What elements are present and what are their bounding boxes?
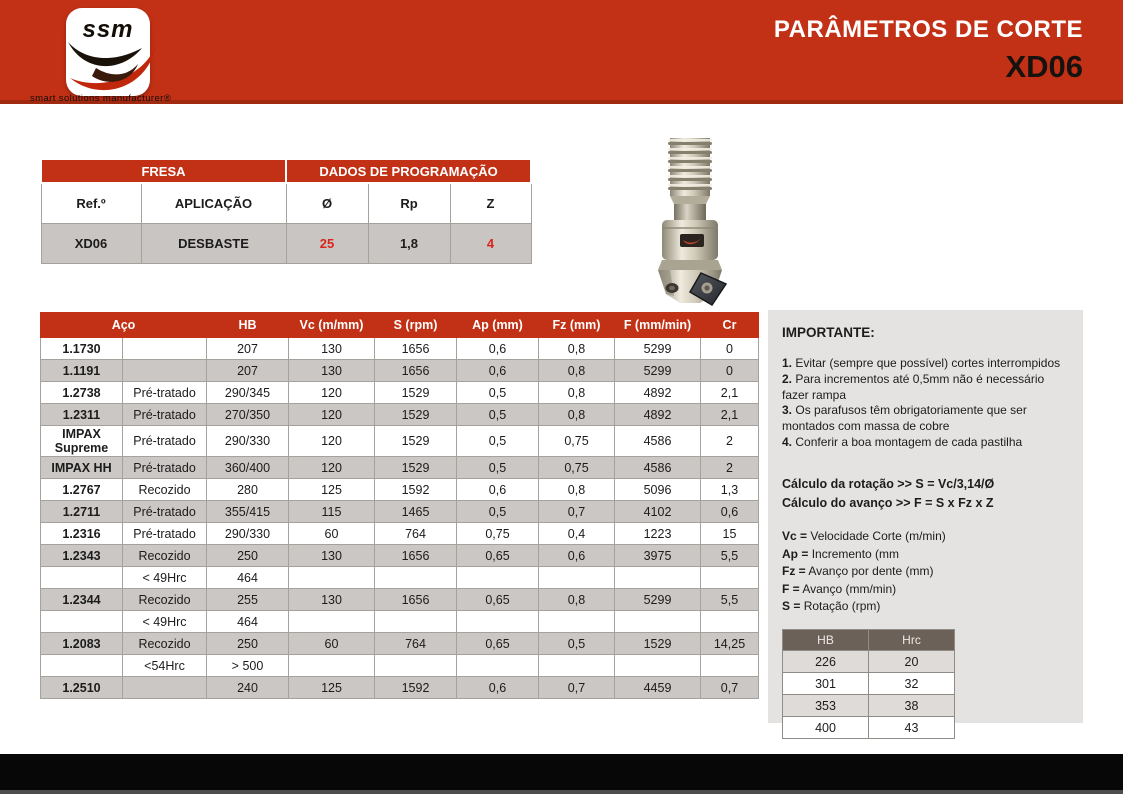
legend-key: F =	[782, 581, 800, 596]
table-cell: 120	[289, 457, 375, 479]
col-header-aco: Aço	[41, 313, 207, 338]
table-cell	[539, 611, 615, 633]
table-cell: 3975	[615, 545, 701, 567]
table-cell: 353	[783, 695, 869, 717]
table-cell: 360/400	[207, 457, 289, 479]
table-cell: 0,7	[539, 501, 615, 523]
table-cell	[289, 567, 375, 589]
table-cell: 20	[869, 651, 955, 673]
legend-block	[782, 528, 1069, 615]
note-item	[782, 403, 1069, 435]
table-cell: 464	[207, 567, 289, 589]
table-cell: Recozido	[123, 589, 207, 611]
cutting-params-table	[40, 312, 759, 699]
table-cell: 1529	[375, 426, 457, 457]
table-cell: 1529	[375, 457, 457, 479]
table-cell: 1223	[615, 523, 701, 545]
table-cell: 1.2311	[41, 404, 123, 426]
table-cell: 764	[375, 633, 457, 655]
note-number: 2.	[782, 371, 793, 386]
note-item	[782, 356, 1069, 372]
table-cell: 355/415	[207, 501, 289, 523]
table-cell: 130	[289, 589, 375, 611]
table-row	[41, 457, 759, 479]
table-cell	[123, 338, 207, 360]
table-cell: 4586	[615, 457, 701, 479]
table-cell: 1.2510	[41, 677, 123, 699]
table-cell	[701, 655, 759, 677]
table-cell: 301	[783, 673, 869, 695]
table-row	[783, 651, 955, 673]
table-cell: 207	[207, 338, 289, 360]
table-cell: 0,5	[457, 426, 539, 457]
col-header-vc: Vc (m/mm)	[289, 313, 375, 338]
legend-item	[782, 563, 1069, 580]
col-header-ap: Ap (mm)	[457, 313, 539, 338]
table-cell: 115	[289, 501, 375, 523]
table-cell: 255	[207, 589, 289, 611]
table-cell: 130	[289, 545, 375, 567]
note-item	[782, 372, 1069, 404]
note-text: Para incrementos até 0,5mm não é necessário fazer rampa	[782, 371, 1045, 402]
tool-rp-value: 1,8	[368, 223, 450, 263]
table-cell	[375, 611, 457, 633]
ssm-swoosh-icon	[54, 34, 164, 100]
table-cell: 0,8	[539, 360, 615, 382]
table-cell: 1465	[375, 501, 457, 523]
group-header-fresa: FRESA	[41, 160, 286, 183]
table-cell: 2	[701, 426, 759, 457]
table-cell: 280	[207, 479, 289, 501]
tool-spec-label-row	[41, 183, 531, 223]
table-cell	[41, 655, 123, 677]
table-cell: 1656	[375, 360, 457, 382]
note-item	[782, 435, 1069, 451]
table-cell: 4459	[615, 677, 701, 699]
legend-item	[782, 528, 1069, 545]
table-cell: 0,5	[457, 501, 539, 523]
table-row	[41, 360, 759, 382]
table-cell: < 49Hrc	[123, 611, 207, 633]
table-cell	[539, 567, 615, 589]
table-cell: 5,5	[701, 589, 759, 611]
ssm-logo-text: ssm	[82, 16, 134, 43]
table-cell: 120	[289, 426, 375, 457]
table-cell: 0,5	[457, 382, 539, 404]
table-cell: 60	[289, 523, 375, 545]
table-cell: 207	[207, 360, 289, 382]
note-number: 4.	[782, 435, 793, 450]
table-cell: 1592	[375, 479, 457, 501]
table-cell: 1656	[375, 338, 457, 360]
table-cell: 0,75	[539, 457, 615, 479]
note-text: Os parafusos têm obrigatoriamente que ser montados com massa de cobre	[782, 403, 1027, 434]
tool-diametro-value: 25	[286, 223, 368, 263]
legend-value: Velocidade Corte (m/min)	[810, 529, 946, 544]
cutter-photo	[600, 128, 780, 308]
table-cell: 0,6	[457, 677, 539, 699]
table-cell	[375, 655, 457, 677]
hardness-table-body	[783, 651, 955, 739]
col-header-ref: Ref.º	[41, 183, 141, 223]
table-cell: 125	[289, 677, 375, 699]
table-cell: 1.2711	[41, 501, 123, 523]
table-cell: 0,8	[539, 479, 615, 501]
table-cell: 125	[289, 479, 375, 501]
table-cell: 0,8	[539, 338, 615, 360]
table-cell: 1.2343	[41, 545, 123, 567]
hardness-table	[782, 629, 955, 739]
table-cell	[615, 655, 701, 677]
table-cell: Recozido	[123, 633, 207, 655]
table-cell: 1.2083	[41, 633, 123, 655]
table-cell	[615, 567, 701, 589]
table-cell: 0,75	[457, 523, 539, 545]
table-row	[41, 479, 759, 501]
table-cell: < 49Hrc	[123, 567, 207, 589]
feed-formula: Cálculo do avanço >> F = S x Fz x Z	[782, 495, 994, 510]
ssm-logo	[66, 8, 150, 96]
table-cell: > 500	[207, 655, 289, 677]
table-cell: 0,65	[457, 589, 539, 611]
table-cell: 4892	[615, 404, 701, 426]
table-cell: 1.2767	[41, 479, 123, 501]
table-cell: 270/350	[207, 404, 289, 426]
table-cell: 0,8	[539, 404, 615, 426]
table-cell: 0	[701, 338, 759, 360]
note-text: Evitar (sempre que possível) cortes interrompidos	[795, 356, 1061, 370]
table-cell	[457, 655, 539, 677]
table-cell: 60	[289, 633, 375, 655]
formulas-block	[782, 475, 1069, 513]
table-cell: 4102	[615, 501, 701, 523]
legend-value: Avanço (mm/min)	[802, 581, 897, 596]
table-cell: Pré-tratado	[123, 382, 207, 404]
table-cell: 4586	[615, 426, 701, 457]
table-cell: 0,75	[539, 426, 615, 457]
table-cell: 4892	[615, 382, 701, 404]
table-cell: Pré-tratado	[123, 426, 207, 457]
table-cell	[41, 567, 123, 589]
table-cell: 1,3	[701, 479, 759, 501]
table-cell: 2	[701, 457, 759, 479]
table-cell: 0,6	[457, 338, 539, 360]
table-cell	[289, 655, 375, 677]
table-cell: 5299	[615, 589, 701, 611]
table-cell: 0	[701, 360, 759, 382]
legend-key: Ap =	[782, 546, 809, 561]
table-cell: 38	[869, 695, 955, 717]
table-cell: 0,8	[539, 382, 615, 404]
table-cell: 250	[207, 633, 289, 655]
table-cell: 5,5	[701, 545, 759, 567]
table-cell: 250	[207, 545, 289, 567]
table-row	[41, 677, 759, 699]
table-cell: 290/330	[207, 426, 289, 457]
cutting-table-body	[41, 338, 759, 699]
notes-panel	[768, 310, 1083, 735]
table-row	[783, 695, 955, 717]
table-cell: 0,7	[539, 677, 615, 699]
table-cell	[539, 655, 615, 677]
note-text: Conferir a boa montagem de cada pastilha	[795, 435, 1023, 450]
table-cell: 1656	[375, 545, 457, 567]
legend-key: Vc =	[782, 529, 808, 544]
col-header-hb2: HB	[783, 630, 869, 651]
table-row	[41, 611, 759, 633]
table-cell: <54Hrc	[123, 655, 207, 677]
table-cell: 1.2738	[41, 382, 123, 404]
tool-spec-table	[40, 160, 532, 264]
table-cell: 1592	[375, 677, 457, 699]
table-row	[41, 545, 759, 567]
rotation-formula: Cálculo da rotação >> S = Vc/3,14/Ø	[782, 476, 995, 491]
legend-key: Fz =	[782, 564, 806, 579]
col-header-s: S (rpm)	[375, 313, 457, 338]
col-header-z: Z	[450, 183, 531, 223]
table-cell: 1.2344	[41, 589, 123, 611]
table-cell: 0,65	[457, 545, 539, 567]
header-banner	[0, 0, 1123, 104]
legend-key: S =	[782, 599, 801, 614]
tool-spec-value-row	[41, 223, 531, 263]
legend-value: Incremento (mm	[811, 546, 900, 561]
table-cell: 0,65	[457, 633, 539, 655]
table-cell	[289, 611, 375, 633]
table-cell: 226	[783, 651, 869, 673]
col-header-hrc: Hrc	[869, 630, 955, 651]
col-header-diametro: Ø	[286, 183, 368, 223]
table-cell: 1529	[615, 633, 701, 655]
tool-ref-value: XD06	[41, 223, 141, 263]
table-row	[41, 404, 759, 426]
col-header-cr: Cr	[701, 313, 759, 338]
table-cell	[41, 611, 123, 633]
table-row	[41, 633, 759, 655]
tool-aplicacao-value: DESBASTE	[141, 223, 286, 263]
table-cell: 1529	[375, 382, 457, 404]
table-cell: 0,5	[457, 457, 539, 479]
table-cell	[123, 677, 207, 699]
table-cell	[457, 611, 539, 633]
table-cell: 0,6	[539, 545, 615, 567]
legend-item	[782, 581, 1069, 598]
table-cell: 400	[783, 717, 869, 739]
table-cell: 5096	[615, 479, 701, 501]
col-header-f: F (mm/min)	[615, 313, 701, 338]
table-row	[41, 338, 759, 360]
table-cell: 2,1	[701, 382, 759, 404]
table-cell: IMPAX Supreme	[41, 426, 123, 457]
table-cell: 2,1	[701, 404, 759, 426]
table-row	[41, 382, 759, 404]
table-cell	[615, 611, 701, 633]
footer-bar	[0, 754, 1123, 790]
table-cell: Pré-tratado	[123, 457, 207, 479]
table-cell: 120	[289, 404, 375, 426]
table-cell: 290/345	[207, 382, 289, 404]
group-header-dados: DADOS DE PROGRAMAÇÃO	[286, 160, 531, 183]
page-subtitle: XD06	[1005, 49, 1083, 84]
notes-title: IMPORTANTE:	[782, 325, 875, 340]
table-cell: Recozido	[123, 479, 207, 501]
legend-value: Rotação (rpm)	[803, 599, 881, 614]
table-cell: 32	[869, 673, 955, 695]
table-cell: 130	[289, 338, 375, 360]
footer-edge-line	[0, 790, 1123, 794]
table-cell: 130	[289, 360, 375, 382]
table-row	[41, 426, 759, 457]
table-cell: 240	[207, 677, 289, 699]
table-cell: 0,6	[457, 479, 539, 501]
table-cell	[701, 567, 759, 589]
table-cell	[457, 567, 539, 589]
col-header-rp: Rp	[368, 183, 450, 223]
col-header-hb: HB	[207, 313, 289, 338]
table-cell: 0,6	[457, 360, 539, 382]
table-cell: 290/330	[207, 523, 289, 545]
logo-tagline: smart solutions manufacturer®	[30, 93, 172, 104]
table-cell: 5299	[615, 338, 701, 360]
table-cell	[701, 611, 759, 633]
table-row	[783, 717, 955, 739]
table-cell: 1.2316	[41, 523, 123, 545]
table-cell: 15	[701, 523, 759, 545]
table-row	[41, 501, 759, 523]
table-cell	[123, 360, 207, 382]
note-number: 3.	[782, 403, 793, 418]
table-row	[41, 589, 759, 611]
legend-value: Avanço por dente (mm)	[808, 564, 934, 579]
table-cell: 1656	[375, 589, 457, 611]
col-header-fz: Fz (mm)	[539, 313, 615, 338]
table-cell: 0,5	[457, 404, 539, 426]
table-cell: 5299	[615, 360, 701, 382]
legend-item	[782, 546, 1069, 563]
col-header-aplicacao: APLICAÇÃO	[141, 183, 286, 223]
table-cell: Pré-tratado	[123, 523, 207, 545]
page-title: PARÂMETROS DE CORTE	[773, 16, 1083, 43]
legend-item	[782, 598, 1069, 615]
table-cell: IMPAX HH	[41, 457, 123, 479]
table-cell: 43	[869, 717, 955, 739]
note-number: 1.	[782, 356, 793, 370]
hardness-header-row	[783, 630, 955, 651]
table-cell: 1.1730	[41, 338, 123, 360]
table-row	[41, 655, 759, 677]
cutting-table-header-row	[41, 313, 759, 338]
table-cell: 0,8	[539, 589, 615, 611]
table-row	[783, 673, 955, 695]
table-cell: 0,7	[701, 677, 759, 699]
tool-z-value: 4	[450, 223, 531, 263]
table-row	[41, 523, 759, 545]
table-cell: 0,6	[701, 501, 759, 523]
table-cell: 120	[289, 382, 375, 404]
table-cell: 1.1191	[41, 360, 123, 382]
table-cell: 764	[375, 523, 457, 545]
table-cell	[375, 567, 457, 589]
table-cell: 0,4	[539, 523, 615, 545]
table-cell: 14,25	[701, 633, 759, 655]
table-cell: Pré-tratado	[123, 501, 207, 523]
table-cell: 0,5	[539, 633, 615, 655]
table-cell: Pré-tratado	[123, 404, 207, 426]
table-cell: Recozido	[123, 545, 207, 567]
table-row	[41, 567, 759, 589]
table-cell: 464	[207, 611, 289, 633]
table-cell: 1529	[375, 404, 457, 426]
